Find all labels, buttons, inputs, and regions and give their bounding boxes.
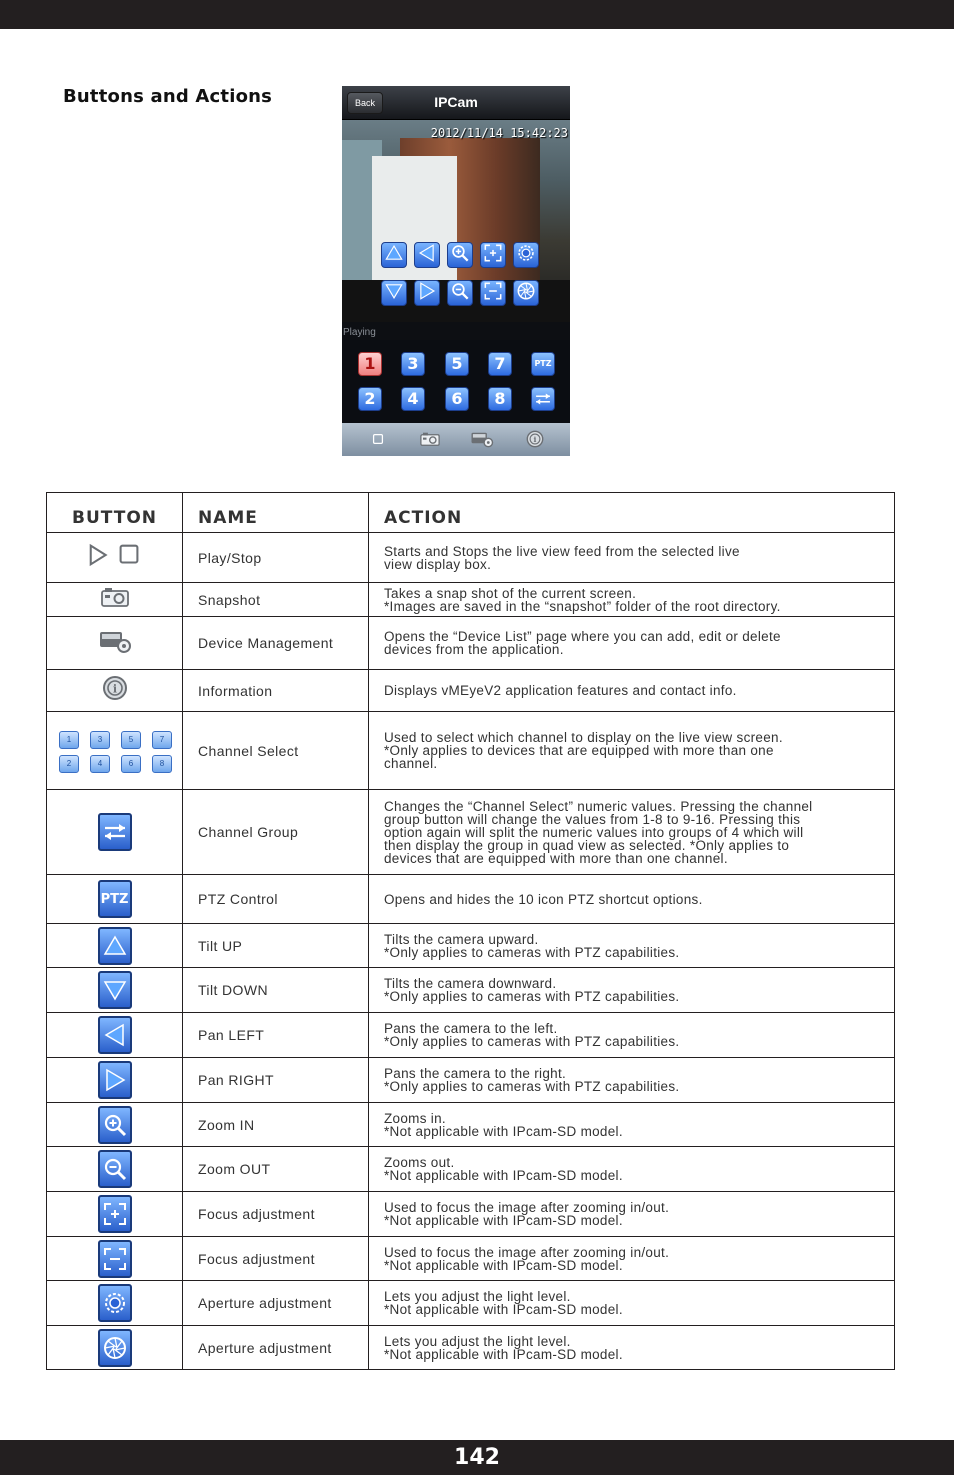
svg-text:i: i (533, 435, 537, 445)
header-name: NAME (183, 493, 369, 533)
button-action (369, 583, 895, 617)
stop-icon (372, 433, 385, 446)
table-row (47, 712, 895, 790)
button-cell (47, 1281, 183, 1326)
button-name: PTZ Control (183, 875, 369, 924)
tilt-down-icon (98, 971, 132, 1009)
focus-out-icon (483, 281, 503, 306)
button-action (369, 924, 895, 968)
button-name: Pan LEFT (183, 1013, 369, 1058)
phone-title: IPCam (434, 94, 478, 110)
button-name: Zoom IN (183, 1103, 369, 1147)
channel-button[interactable]: 2 (358, 387, 382, 411)
button-action (369, 1237, 895, 1281)
channel-button[interactable]: 5 (445, 352, 469, 376)
tilt-down-button[interactable] (381, 280, 407, 306)
channel-button[interactable]: 7 (488, 352, 512, 376)
button-cell (47, 924, 183, 968)
button-action (369, 617, 895, 670)
table-row (47, 1281, 895, 1326)
button-action (369, 1013, 895, 1058)
action-line: group button will change the values from 1-8 to 9-16. Pressing this (384, 811, 801, 827)
focus-in-icon (483, 243, 503, 268)
table-row (47, 533, 895, 583)
focus-out-button[interactable] (480, 280, 506, 306)
pan-right-icon (98, 1061, 132, 1099)
aperture-open-icon (98, 1284, 132, 1322)
header-action: ACTION (369, 493, 895, 533)
table-row (47, 1326, 895, 1370)
aperture-close-button[interactable] (513, 280, 539, 306)
button-action (369, 1192, 895, 1237)
aperture-open-icon (516, 243, 536, 268)
action-line: *Only applies to cameras with PTZ capabilities. (384, 1079, 680, 1094)
table-header-row (47, 493, 895, 533)
section-title: Buttons and Actions (63, 86, 273, 107)
focus-out-icon (98, 1240, 132, 1278)
aperture-open-button[interactable] (513, 242, 539, 268)
button-name: Aperture adjustment (183, 1281, 369, 1326)
phone-screenshot (342, 86, 570, 456)
table-row (47, 1058, 895, 1103)
channel-button[interactable]: 8 (488, 387, 512, 411)
channel-group-icon (98, 813, 132, 851)
channel-select-icon (59, 731, 170, 773)
button-action (369, 875, 895, 924)
action-line: option again will split the numeric values into groups of 4 which will (384, 824, 804, 840)
channel-number: 8 (152, 755, 172, 773)
button-action (369, 1147, 895, 1192)
channel-group-button[interactable] (531, 387, 555, 411)
action-line: channel. (384, 756, 438, 771)
button-name: Focus adjustment (183, 1237, 369, 1281)
table-row (47, 924, 895, 968)
zoom-in-icon (98, 1106, 132, 1144)
aperture-close-icon (516, 281, 536, 306)
timestamp: 2012/11/14 15:42:23 (430, 126, 568, 140)
ptz-icon-text: PTZ (100, 891, 129, 907)
header-button: BUTTON (47, 493, 183, 533)
button-cell (47, 968, 183, 1013)
action-line: Opens and hides the 10 icon PTZ shortcut options. (384, 891, 703, 907)
action-line: *Images are saved in the “snapshot” folder of the root directory. (384, 598, 781, 614)
snapshot-button[interactable] (419, 429, 441, 449)
button-name: Pan RIGHT (183, 1058, 369, 1103)
button-action (369, 533, 895, 583)
channel-grid (342, 342, 570, 424)
button-cell (47, 712, 183, 790)
channel-number: 5 (121, 731, 141, 749)
zoom-in-button[interactable] (447, 242, 473, 268)
action-line: Used to select which channel to display on the live view screen. (384, 730, 783, 745)
button-action (369, 1058, 895, 1103)
button-cell (47, 875, 183, 924)
device-management-icon (98, 628, 132, 659)
information-button[interactable] (524, 429, 546, 449)
button-action (369, 790, 895, 875)
button-name: Channel Select (183, 712, 369, 790)
pan-left-button[interactable] (414, 242, 440, 268)
action-line: Lets you adjust the light level. (384, 1289, 571, 1304)
button-action (369, 1281, 895, 1326)
table-row (47, 670, 895, 712)
information-icon (102, 675, 128, 706)
top-bar (0, 0, 954, 29)
table-row (47, 790, 895, 875)
action-line: Takes a snap shot of the current screen. (384, 585, 637, 601)
action-line: devices that are equipped with more than one channel. (384, 850, 728, 866)
action-line: *Only applies to cameras with PTZ capabilities. (384, 944, 680, 960)
button-name: Snapshot (183, 583, 369, 617)
action-line: Tilts the camera downward. (384, 976, 557, 991)
tilt-up-icon (98, 927, 132, 965)
channel-number: 1 (59, 731, 79, 749)
button-cell (47, 1013, 183, 1058)
information-icon (526, 430, 544, 448)
channel-number: 7 (152, 731, 172, 749)
button-name: Focus adjustment (183, 1192, 369, 1237)
table-row (47, 1147, 895, 1192)
action-line: Used to focus the image after zooming in/out. (384, 1244, 670, 1260)
action-line: *Not applicable with IPcam-SD model. (384, 1346, 623, 1362)
zoom-in-icon (450, 243, 470, 268)
svg-text:i: i (112, 682, 117, 696)
action-line: Pans the camera to the left. (384, 1021, 558, 1036)
live-view[interactable] (342, 120, 570, 322)
channel-button[interactable]: 3 (401, 352, 425, 376)
channel-number: 6 (121, 755, 141, 773)
button-cell (47, 617, 183, 670)
table-row (47, 1192, 895, 1237)
action-line: Pans the camera to the right. (384, 1066, 567, 1081)
table-row (47, 875, 895, 924)
table-row (47, 1013, 895, 1058)
zoom-out-button[interactable] (447, 280, 473, 306)
button-name: Channel Group (183, 790, 369, 875)
action-line: *Only applies to cameras with PTZ capabilities. (384, 1034, 680, 1049)
zoom-out-icon (98, 1150, 132, 1188)
action-line: then display the group in quad view as selected. *Only applies to (384, 837, 790, 853)
action-line: Changes the “Channel Select” numeric values. Pressing the channel (384, 798, 813, 814)
action-line: Tilts the camera upward. (384, 931, 539, 947)
button-cell (47, 1103, 183, 1147)
button-name: Device Management (183, 617, 369, 670)
button-action (369, 712, 895, 790)
stop-button[interactable] (367, 429, 389, 449)
tilt-up-icon (384, 243, 404, 268)
focus-in-icon (98, 1195, 132, 1233)
tilt-up-button[interactable] (381, 242, 407, 268)
button-name: Tilt DOWN (183, 968, 369, 1013)
snapshot-icon (420, 431, 441, 448)
action-line: *Not applicable with IPcam-SD model. (384, 1302, 623, 1317)
action-line: *Not applicable with IPcam-SD model. (384, 1123, 623, 1139)
action-line: *Not applicable with IPcam-SD model. (384, 1213, 623, 1228)
button-cell (47, 670, 183, 712)
snapshot-icon (100, 585, 130, 614)
pan-left-icon (417, 243, 437, 268)
action-line: devices from the application. (384, 642, 564, 657)
button-cell (47, 1058, 183, 1103)
device-management-icon (470, 430, 494, 448)
status-text: Playing (342, 322, 570, 340)
table-row (47, 583, 895, 617)
action-line: *Not applicable with IPcam-SD model. (384, 1257, 623, 1273)
zoom-out-icon (450, 281, 470, 306)
button-cell (47, 1237, 183, 1281)
channel-number: 4 (90, 755, 110, 773)
focus-in-button[interactable] (480, 242, 506, 268)
aperture-close-icon (98, 1329, 132, 1367)
action-line: Zooms out. (384, 1155, 455, 1170)
action-line: Opens the “Device List” page where you can add, edit or delete (384, 629, 781, 644)
action-line: Lets you adjust the light level. (384, 1333, 571, 1349)
table-row (47, 1103, 895, 1147)
button-cell (47, 533, 183, 583)
device-management-button[interactable] (471, 429, 493, 449)
ptz-control-icon (98, 880, 132, 918)
button-name: Tilt UP (183, 924, 369, 968)
button-cell (47, 1147, 183, 1192)
action-line: Starts and Stops the live view feed from the selected live (384, 543, 740, 559)
button-action (369, 968, 895, 1013)
play-stop-icon (87, 542, 143, 573)
action-line: *Only applies to cameras with PTZ capabilities. (384, 989, 680, 1004)
channel-number: 2 (59, 755, 79, 773)
action-line: Displays vMEyeV2 application features and contact info. (384, 683, 737, 698)
pan-left-icon (98, 1016, 132, 1054)
channel-button[interactable]: 6 (445, 387, 469, 411)
action-line: *Not applicable with IPcam-SD model. (384, 1168, 623, 1183)
button-cell (47, 790, 183, 875)
button-name: Aperture adjustment (183, 1326, 369, 1370)
button-cell (47, 1192, 183, 1237)
channel-group-icon (534, 390, 552, 408)
button-cell (47, 583, 183, 617)
button-name: Play/Stop (183, 533, 369, 583)
button-action (369, 1326, 895, 1370)
table-row (47, 1237, 895, 1281)
button-cell (47, 1326, 183, 1370)
page-number: 142 (454, 1445, 500, 1470)
phone-toolbar (342, 423, 570, 456)
button-name: Information (183, 670, 369, 712)
buttons-table (46, 492, 895, 1370)
pan-right-icon (417, 281, 437, 306)
back-button[interactable]: Back (347, 92, 383, 114)
action-line: Zooms in. (384, 1110, 446, 1126)
table-row (47, 617, 895, 670)
button-action (369, 1103, 895, 1147)
pan-right-button[interactable] (414, 280, 440, 306)
channel-button[interactable]: 1 (358, 352, 382, 376)
action-line: view display box. (384, 556, 492, 572)
channel-number: 3 (90, 731, 110, 749)
table-row (47, 968, 895, 1013)
phone-nav-bar (342, 86, 570, 120)
channel-button[interactable]: 4 (401, 387, 425, 411)
action-line: *Only applies to devices that are equipped with more than one (384, 743, 774, 758)
action-line: Used to focus the image after zooming in/out. (384, 1200, 670, 1215)
button-name: Zoom OUT (183, 1147, 369, 1192)
button-action (369, 670, 895, 712)
tilt-down-icon (384, 281, 404, 306)
ptz-control-button[interactable]: PTZ (531, 352, 555, 376)
